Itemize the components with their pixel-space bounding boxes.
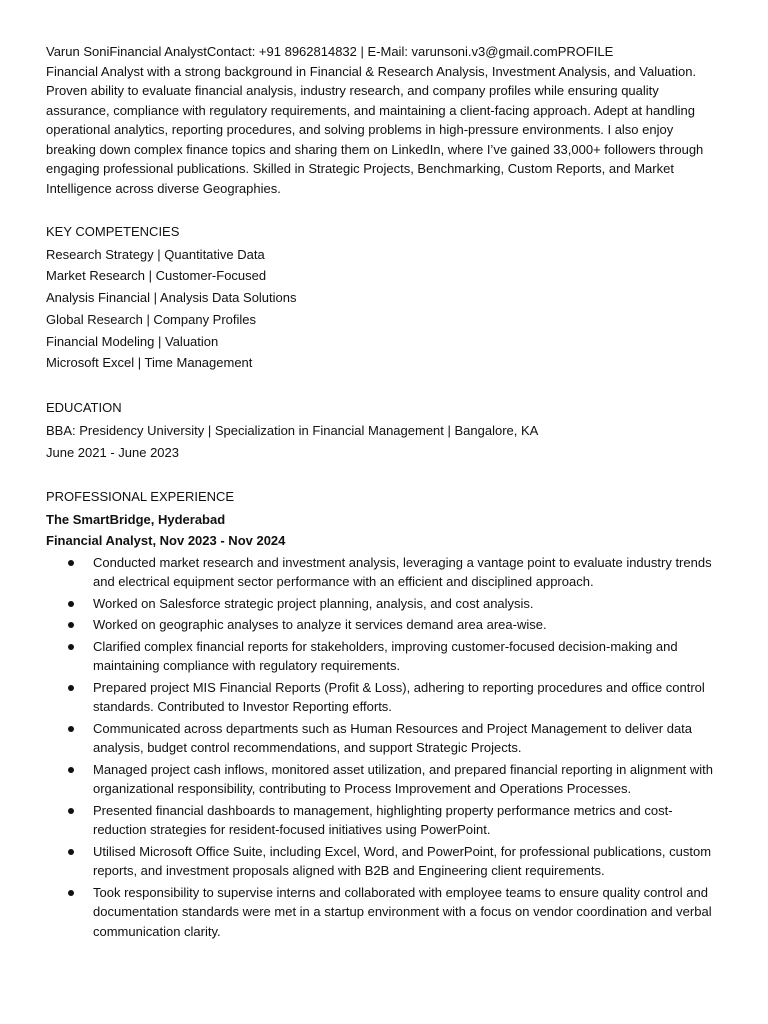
experience-bullet: [46, 553, 723, 592]
bullet-icon: [68, 849, 74, 855]
bullet-text: Communicated across departments such as Human Resources and Project Management to deliver data analysis, budget control recommendations, and support Strategic Projects.: [93, 720, 693, 756]
competency-item: Research Strategy | Quantitative Data: [46, 246, 265, 262]
bullet-icon: [68, 808, 74, 814]
bullet-text: Clarified complex financial reports for stakeholders, improving customer-focused decision-making and maintaining compliance with regulatory requirements.: [93, 638, 678, 674]
bullet-icon: [68, 601, 74, 607]
bullet-text: Worked on geographic analyses to analyze it services demand area area-wise.: [93, 617, 547, 633]
experience-bullets: [46, 553, 728, 942]
experience-bullet: [46, 801, 723, 840]
experience-bullet: [46, 637, 723, 676]
bullet-icon: [68, 622, 74, 628]
experience-bullet: [46, 760, 723, 799]
bullet-text: Took responsibility to supervise interns and collaborated with employee teams to ensure quality control and documentation standards were met in a startup environment with a focus on vendor coordination and verbal communication clarity.: [93, 884, 712, 939]
experience-bullet: [46, 615, 723, 635]
experience-bullet: [46, 594, 723, 614]
competencies-heading: KEY COMPETENCIES: [46, 224, 180, 239]
employer-name: The SmartBridge, Hyderabad: [46, 511, 226, 527]
experience-bullet: [46, 678, 723, 717]
bullet-icon: [68, 685, 74, 691]
education-degree: BBA: Presidency University | Specialization in Financial Management | Bangalore, KA: [46, 422, 539, 438]
experience-bullet: [46, 883, 723, 942]
experience-bullet: [46, 842, 723, 881]
competency-item: Microsoft Excel | Time Management: [46, 355, 253, 371]
bullet-text: Conducted market research and investment analysis, leveraging a vantage point to evaluate industry trends and electrical equipment sector performance with an efficient and disciplined approach.: [93, 554, 712, 590]
competencies-list: [46, 244, 728, 375]
bullet-icon: [68, 560, 74, 566]
bullet-icon: [68, 767, 74, 773]
bullet-icon: [68, 890, 74, 896]
competency-item: Financial Modeling | Valuation: [46, 333, 219, 349]
experience-heading: PROFESSIONAL EXPERIENCE: [46, 489, 235, 505]
bullet-icon: [68, 644, 74, 650]
bullet-text: Utilised Microsoft Office Suite, including Excel, Word, and PowerPoint, for professional publications, custom reports, and investment proposals aligned with B2B and Engineering client requirements.: [93, 843, 712, 879]
bullet-text: Worked on Salesforce strategic project planning, analysis, and cost analysis.: [93, 595, 534, 611]
job-role: Financial Analyst, Nov 2023 - Nov 2024: [46, 533, 286, 549]
bullet-text: Managed project cash inflows, monitored asset utilization, and prepared financial reporting in alignment with organizational responsibility, contributing to Process Improvement and Operations Processes.: [93, 761, 714, 797]
header-line: Varun SoniFinancial AnalystContact: +91 8962814832 | E-Mail: varunsoni.v3@gmail.comPROFILE: [46, 44, 614, 59]
experience-bullet: [46, 719, 723, 758]
education-dates: June 2021 - June 2023: [46, 444, 179, 460]
competency-item: Market Research | Customer-Focused: [46, 268, 267, 284]
bullet-text: Presented financial dashboards to management, highlighting property performance metrics and cost-reduction strategies for resident-focused initiatives using PowerPoint.: [93, 802, 673, 838]
competency-item: Analysis Financial | Analysis Data Solutions: [46, 290, 297, 306]
bullet-icon: [68, 726, 74, 732]
bullet-text: Prepared project MIS Financial Reports (Profit & Loss), adhering to reporting procedures and office control standards. Contributed to Investor Reporting efforts.: [93, 679, 705, 715]
competency-item: Global Research | Company Profiles: [46, 311, 257, 327]
profile-summary: Financial Analyst with a strong background in Financial & Research Analysis, Investment Analysis, and Valuation. Proven ability to evaluate financial analysis, industry research, and company profiles while ensuring quality assurance, compliance with regulatory requirements, and maintaining a client-facing approach. Adept at handling operational analytics, reporting procedures, and solving problems in high-pressure environments. I also enjoy breaking down complex finance topics and sharing them on LinkedIn, where I’ve gained 33,000+ followers through engaging professional publications. Skilled in Strategic Projects, Benchmarking, Custom Reports, and Market Intelligence across diverse Geographies.: [46, 63, 704, 196]
education-heading: EDUCATION: [46, 400, 122, 416]
